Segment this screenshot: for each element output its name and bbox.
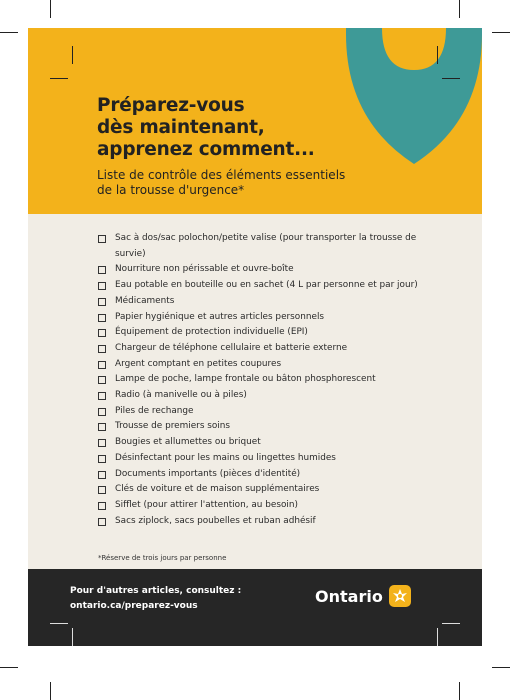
subtitle xyxy=(97,168,397,198)
checklist-item-label: Lampe de poche, lampe frontale ou bâton phosphorescent xyxy=(115,374,376,385)
checklist-item xyxy=(98,262,428,278)
checkbox[interactable] xyxy=(98,361,106,369)
crop-mark xyxy=(72,628,73,646)
checklist-item xyxy=(98,388,428,404)
footer-line: Pour d'autres articles, consultez : xyxy=(70,586,242,596)
checkbox[interactable] xyxy=(98,423,106,431)
headline xyxy=(97,95,315,161)
headline-line: dès maintenant, xyxy=(97,117,265,138)
checklist-item-label: Sifflet (pour attirer l'attention, au besoin) xyxy=(115,499,298,510)
checkbox[interactable] xyxy=(98,329,106,337)
checkbox[interactable] xyxy=(98,235,106,243)
checklist-item-label: Désinfectant pour les mains ou lingettes humides xyxy=(115,452,336,463)
crop-mark xyxy=(50,623,68,624)
checklist-item-label: Piles de rechange xyxy=(115,405,194,416)
checkbox[interactable] xyxy=(98,439,106,447)
checklist-item-label: Sac à dos/sac polochon/petite valise (pour transporter la trousse de survie) xyxy=(115,233,417,259)
checklist-item xyxy=(98,467,428,483)
checkbox[interactable] xyxy=(98,376,106,384)
crop-mark xyxy=(492,667,510,668)
header-panel xyxy=(28,28,482,214)
checklist-item-label: Documents importants (pièces d'identité) xyxy=(115,468,301,479)
footnote: *Réserve de trois jours par personne xyxy=(98,554,227,562)
checkbox[interactable] xyxy=(98,471,106,479)
checklist-item xyxy=(98,404,428,420)
crop-mark xyxy=(50,78,68,79)
checkbox[interactable] xyxy=(98,314,106,322)
checklist-item xyxy=(98,451,428,467)
subtitle-line: de la trousse d'urgence* xyxy=(97,183,245,197)
checkbox[interactable] xyxy=(98,486,106,494)
crop-mark xyxy=(437,628,438,646)
ontario-logo xyxy=(315,585,411,607)
checklist-item xyxy=(98,357,428,373)
crop-mark xyxy=(0,667,18,668)
crop-mark xyxy=(50,682,51,700)
checkbox[interactable] xyxy=(98,518,106,526)
checklist-item-label: Médicaments xyxy=(115,295,175,306)
checklist-item xyxy=(98,435,428,451)
checklist-item xyxy=(98,278,428,294)
footer-link[interactable]: ontario.ca/preparez-vous xyxy=(70,601,198,611)
checkbox[interactable] xyxy=(98,392,106,400)
checkbox[interactable] xyxy=(98,455,106,463)
checkbox[interactable] xyxy=(98,345,106,353)
checklist-item-label: Clés de voiture et de maison supplémentaires xyxy=(115,484,320,495)
checkbox[interactable] xyxy=(98,502,106,510)
checkbox[interactable] xyxy=(98,408,106,416)
checklist-item-label: Bougies et allumettes ou briquet xyxy=(115,437,261,448)
crop-mark xyxy=(442,623,460,624)
checklist-item-label: Radio (à manivelle ou à piles) xyxy=(115,390,247,401)
checklist-item xyxy=(98,514,428,530)
checklist-item xyxy=(98,310,428,326)
checkbox[interactable] xyxy=(98,266,106,274)
trillium-icon xyxy=(389,585,411,607)
crop-mark xyxy=(459,682,460,700)
headline-line: apprenez comment... xyxy=(97,139,315,160)
checklist xyxy=(98,231,428,529)
checklist-item-label: Argent comptant en petites coupures xyxy=(115,358,282,369)
checklist-item-label: Sacs ziplock, sacs poubelles et ruban adhésif xyxy=(115,515,316,526)
checklist-item xyxy=(98,341,428,357)
subtitle-line: Liste de contrôle des éléments essentiels xyxy=(97,168,346,182)
checklist-item xyxy=(98,231,428,262)
crop-mark xyxy=(459,0,460,18)
crop-mark xyxy=(72,46,73,64)
checklist-item xyxy=(98,482,428,498)
checklist-item xyxy=(98,419,428,435)
checklist-item-label: Chargeur de téléphone cellulaire et batterie externe xyxy=(115,342,348,353)
footer-text xyxy=(70,584,241,614)
checklist-item xyxy=(98,498,428,514)
brand-wordmark: Ontario xyxy=(315,586,383,606)
crop-mark xyxy=(492,32,510,33)
checkbox[interactable] xyxy=(98,298,106,306)
emergency-kit-card xyxy=(28,28,482,646)
checklist-item xyxy=(98,325,428,341)
crop-mark xyxy=(0,32,18,33)
checklist-item xyxy=(98,294,428,310)
crop-mark xyxy=(437,46,438,64)
checklist-item-label: Trousse de premiers soins xyxy=(115,421,231,432)
checkbox[interactable] xyxy=(98,282,106,290)
checklist-item-label: Équipement de protection individuelle (EPI) xyxy=(115,327,308,338)
crop-mark xyxy=(442,78,460,79)
checklist-item-label: Papier hygiénique et autres articles personnels xyxy=(115,311,325,322)
footer-panel xyxy=(28,569,482,646)
checklist-item xyxy=(98,372,428,388)
checklist-item-label: Eau potable en bouteille ou en sachet (4 L par personne et par jour) xyxy=(115,280,418,291)
crop-mark xyxy=(50,0,51,18)
checklist-item-label: Nourriture non périssable et ouvre-boîte xyxy=(115,264,294,275)
headline-line: Préparez-vous xyxy=(97,95,245,116)
